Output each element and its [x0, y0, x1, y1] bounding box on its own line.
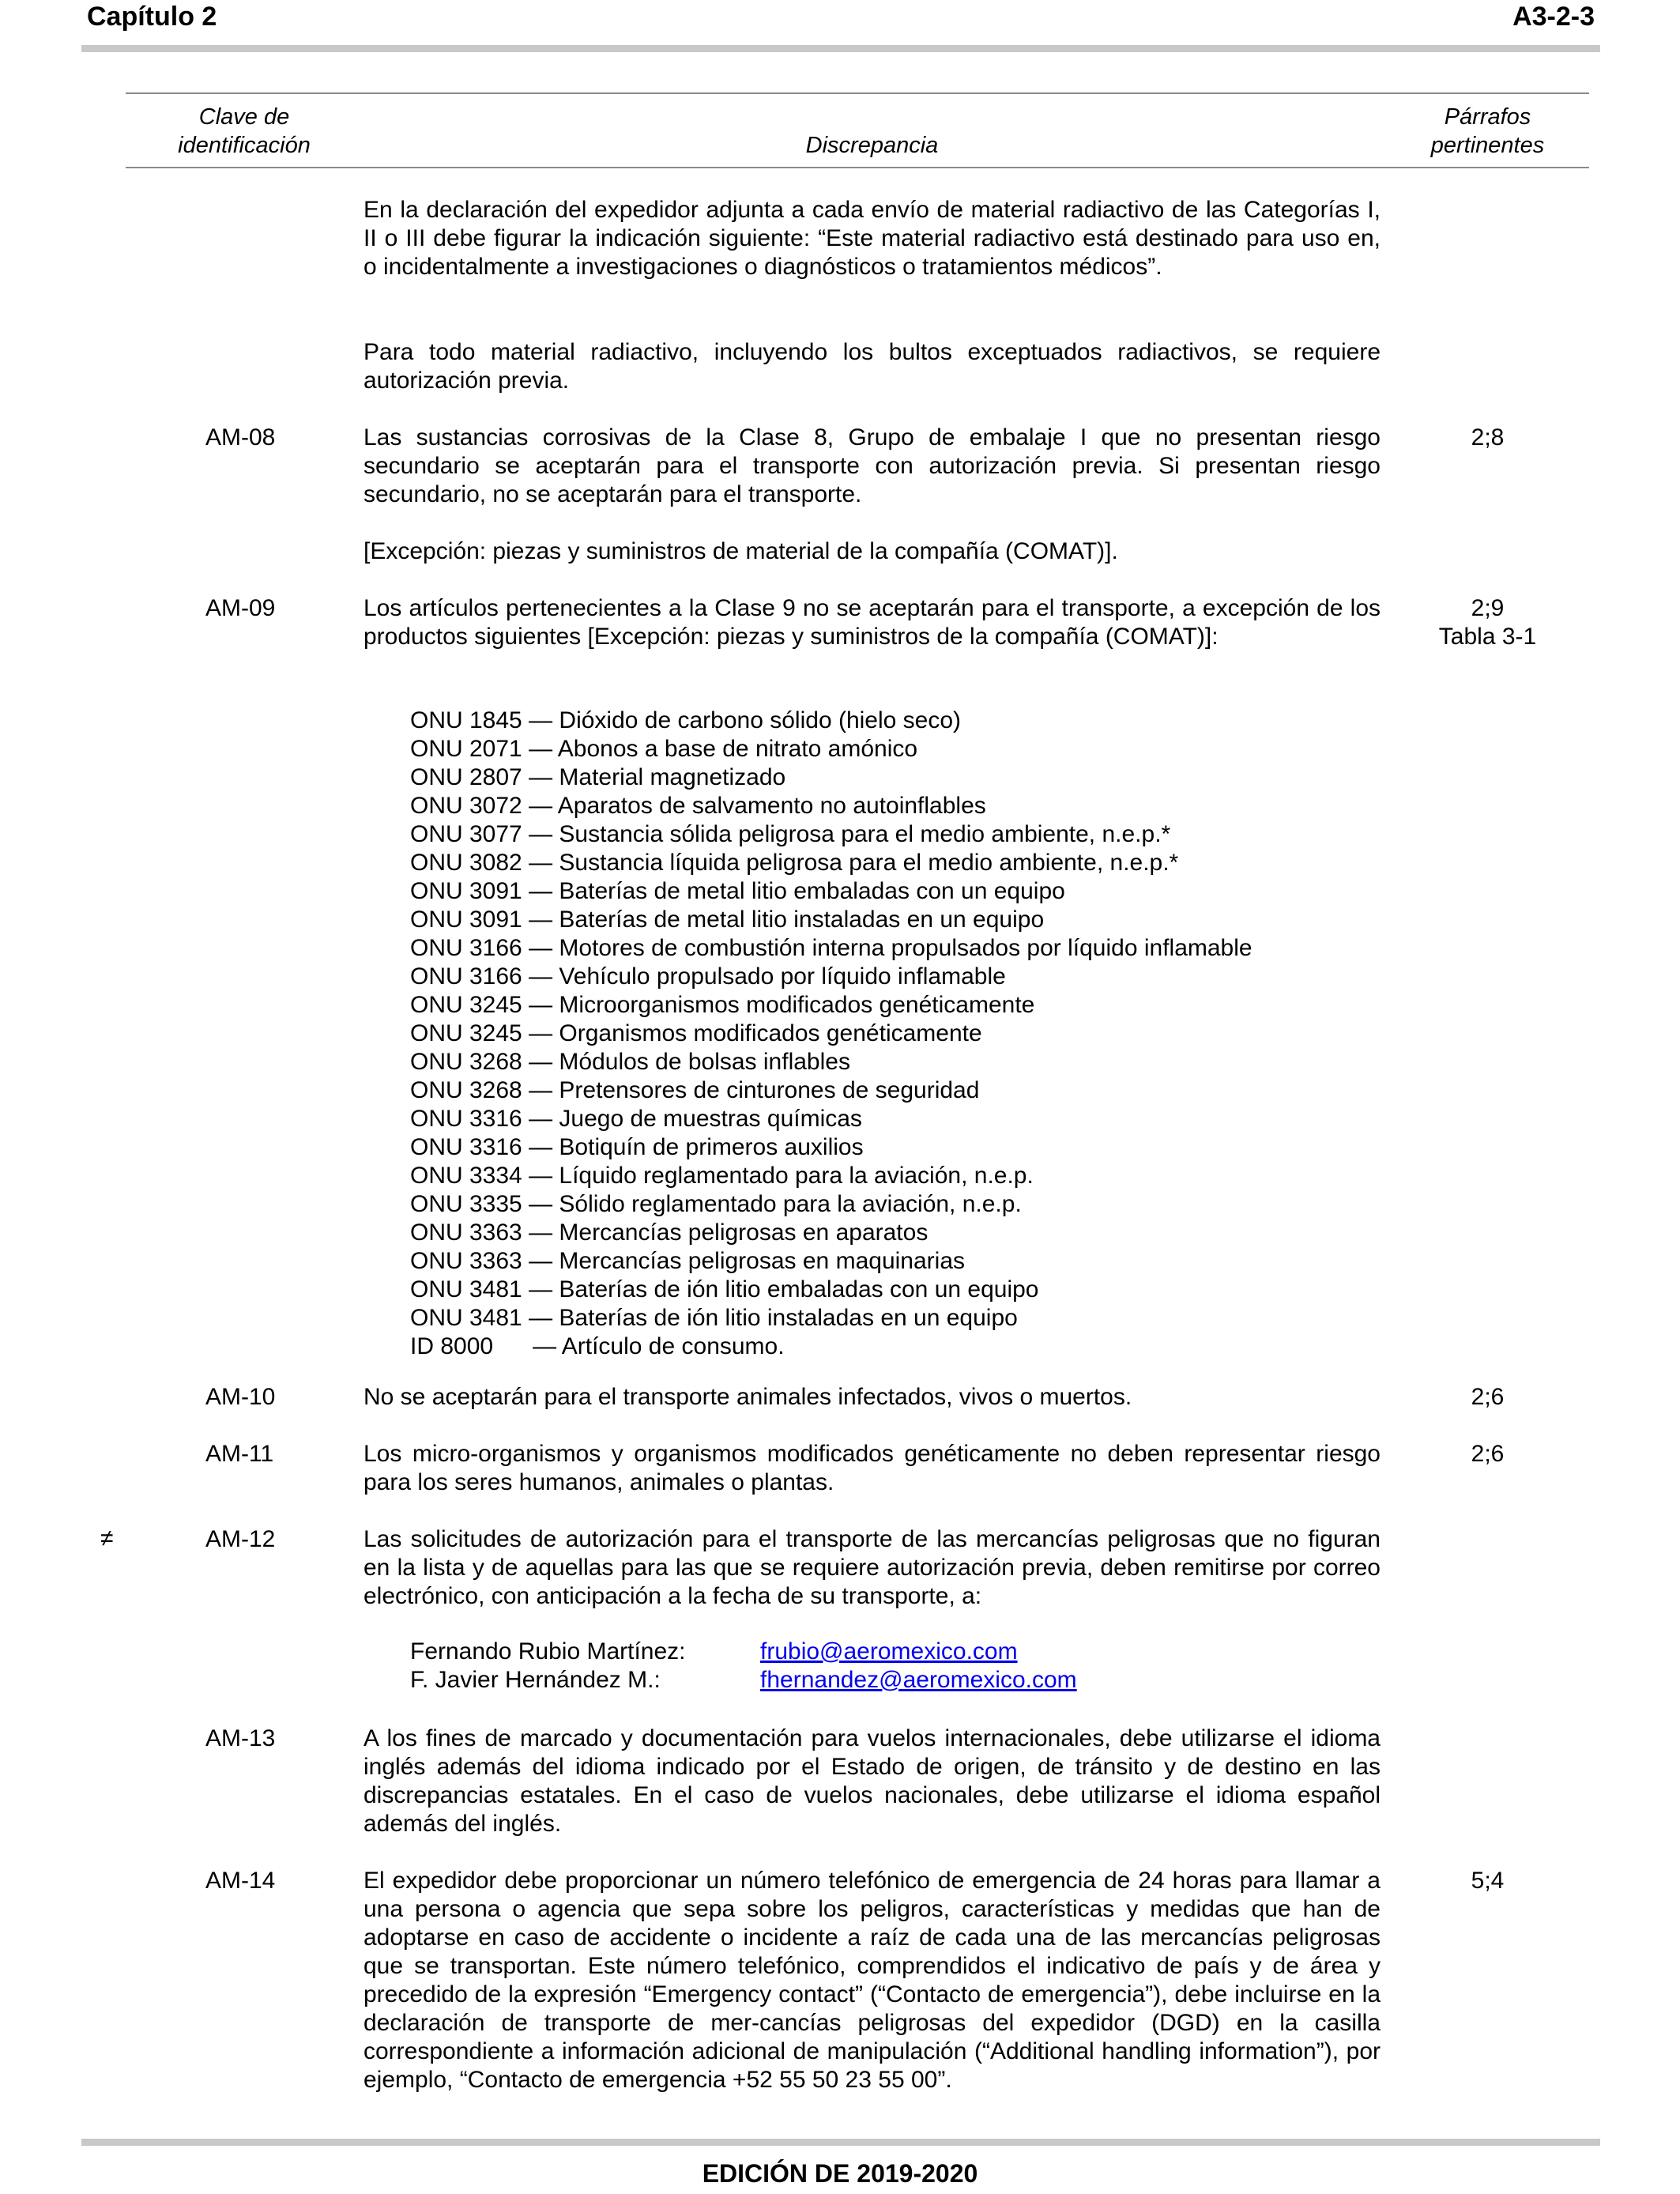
list-item: ONU 3268 — Módulos de bolsas inflables [410, 1049, 850, 1075]
list-item: ONU 3091 — Baterías de metal litio embaladas con un equipo [410, 878, 1065, 904]
list-item: ONU 3245 — Organismos modificados genéticamente [410, 1020, 982, 1046]
entry-key-am12: AM-12 [205, 1526, 276, 1552]
entry-text-am12: Las solicitudes de autorización para el transporte de las mercancías peligrosas que no figuran en la lista y de aquellas para las que se requiere autorización previa, deben remitirse por correo electrónico, con anticipación a la fecha de su transporte, a: [363, 1526, 1381, 1609]
entry-key-am11: AM-11 [205, 1441, 274, 1467]
header-rule [81, 45, 1600, 52]
intro-paragraph-2: Para todo material radiactivo, incluyendo los bultos exceptuados radiactivos, se requiere autorización previa. [363, 339, 1381, 394]
list-item: ONU 3334 — Líquido reglamentado para la aviación, n.e.p. [410, 1163, 1034, 1189]
intro-paragraph-1: En la declaración del expedidor adjunta a cada envío de material radiactivo de las Categorías I, II o III debe figurar la indicación siguiente: “Este material radiactivo está destinado para uso en, o incidentalmente a investigaciones o diagnósticos o tratamientos médicos”. [363, 197, 1381, 280]
list-item: ONU 1845 — Dióxido de carbono sólido (hielo seco) [410, 707, 962, 733]
list-item: ONU 2071 — Abonos a base de nitrato amónico [410, 736, 918, 762]
entry-key-am08: AM-08 [205, 424, 276, 450]
list-item: ONU 3316 — Botiquín de primeros auxilios [410, 1134, 864, 1160]
entry-ref-am09-table: Tabla 3-1 [1438, 624, 1537, 650]
contact-name: F. Javier Hernández M.: [410, 1667, 661, 1693]
entry-key-am14: AM-14 [205, 1868, 276, 1894]
un-number-list [410, 707, 1252, 1361]
list-item: ONU 3166 — Vehículo propulsado por líquido inflamable [410, 963, 1006, 990]
entry-text-am14: El expedidor debe proporcionar un número telefónico de emergencia de 24 horas para llamar a una persona o agencia que sepa sobre los peligros, características y medidas que han de adoptarse en caso de accidente o incidente a raíz de cada una de las mercancías peligrosas que se transportan. Este número telefónico, comprendidos el indicativo de país y de área y precedido de la expresión “Emergency contact” (“Contacto de emergencia”), debe incluirse en la declaración de transporte de mer-cancías peligrosas del expedidor (DGD) en la casilla correspondiente a información adicional de manipulación (“Additional handling information”), por ejemplo, “Contacto de emergencia +52 55 50 23 55 00”. [363, 1868, 1381, 2093]
list-item: ONU 3245 — Microorganismos modificados genéticamente [410, 992, 1035, 1018]
entry-text-am08: Las sustancias corrosivas de la Clase 8, Grupo de embalaje I que no presentan riesgo secundario se aceptarán para el transporte con autorización previa. Si presentan riesgo secundario, no se aceptarán para el transporte. [363, 424, 1381, 507]
entry-ref-am08: 2;8 [1471, 424, 1505, 450]
entry-text-am10: No se aceptarán para el transporte animales infectados, vivos o muertos. [363, 1384, 1132, 1410]
change-mark: ≠ [100, 1525, 114, 1551]
col-header-key-line2: identificación [178, 133, 311, 158]
list-item: ONU 3268 — Pretensores de cinturones de seguridad [410, 1077, 980, 1103]
contact-name: Fernando Rubio Martínez: [410, 1638, 686, 1664]
col-header-refs-line1: Párrafos [1444, 104, 1531, 130]
col-header-discrepancy: Discrepancia [805, 133, 939, 158]
entry-key-am09: AM-09 [205, 595, 276, 621]
entry-ref-am09-paragraph: 2;9 [1471, 595, 1505, 621]
list-item: ONU 3316 — Juego de muestras químicas [410, 1106, 862, 1132]
footer-rule [81, 2139, 1600, 2146]
list-item: ID 8000 — Artículo de consumo. [410, 1333, 785, 1359]
entry-ref-am09 [1391, 594, 1584, 651]
list-item: ONU 2807 — Material magnetizado [410, 764, 786, 790]
list-item: ONU 3082 — Sustancia líquida peligrosa para el medio ambiente, n.e.p.* [410, 850, 1179, 876]
list-item: ONU 3072 — Aparatos de salvamento no autoinflables [410, 793, 986, 819]
email-link-fhernandez[interactable]: fhernandez@aeromexico.com [760, 1667, 1077, 1693]
col-header-refs-line2: pertinentes [1430, 133, 1545, 158]
entry-key-am13: AM-13 [205, 1725, 276, 1751]
list-item: ONU 3166 — Motores de combustión interna propulsados por líquido inflamable [410, 935, 1252, 961]
table-header-rule [126, 167, 1589, 168]
list-item: ONU 3481 — Baterías de ión litio embaladas con un equipo [410, 1276, 1039, 1302]
entry-ref-am11: 2;6 [1471, 1441, 1505, 1467]
email-link-frubio[interactable]: frubio@aeromexico.com [760, 1638, 1018, 1664]
list-item: ONU 3363 — Mercancías peligrosas en aparatos [410, 1220, 929, 1246]
entry-text-am13: A los fines de marcado y documentación para vuelos internacionales, debe utilizarse el idioma inglés además del idioma indicado por el Estado de origen, de tránsito y de destino en las discrepancias estatales. En el caso de vuelos nacionales, debe utilizarse el idioma español además del inglés. [363, 1725, 1381, 1837]
col-header-refs [1391, 103, 1584, 160]
page-number: A3-2-3 [1512, 2, 1595, 32]
list-item: ONU 3335 — Sólido reglamentado para la aviación, n.e.p. [410, 1191, 1022, 1217]
entry-text-am11: Los micro-organismos y organismos modificados genéticamente no deben representar riesgo para los seres humanos, animales o plantas. [363, 1441, 1381, 1495]
table-top-rule [126, 92, 1589, 94]
entry-ref-am14: 5;4 [1471, 1868, 1505, 1894]
list-item: ONU 3077 — Sustancia sólida peligrosa para el medio ambiente, n.e.p.* [410, 821, 1171, 847]
entry-text-am09: Los artículos pertenecientes a la Clase 9 no se aceptarán para el transporte, a excepción de los productos siguientes [Excepción: piezas y suministros de la compañía (COMAT)]: [363, 595, 1381, 650]
entry-ref-am10: 2;6 [1471, 1384, 1505, 1410]
entry-text-am08-exception: [Excepción: piezas y suministros de material de la compañía (COMAT)]. [363, 538, 1118, 564]
entry-key-am10: AM-10 [205, 1384, 276, 1410]
chapter-title: Capítulo 2 [87, 2, 217, 32]
list-item: ONU 3481 — Baterías de ión litio instaladas en un equipo [410, 1305, 1018, 1331]
col-header-key [126, 103, 363, 160]
list-item: ONU 3363 — Mercancías peligrosas en maquinarias [410, 1248, 965, 1274]
list-item: ONU 3091 — Baterías de metal litio instaladas en un equipo [410, 907, 1045, 933]
edition-footer: EDICIÓN DE 2019-2020 [702, 2159, 978, 2188]
col-header-key-line1: Clave de [198, 104, 290, 130]
